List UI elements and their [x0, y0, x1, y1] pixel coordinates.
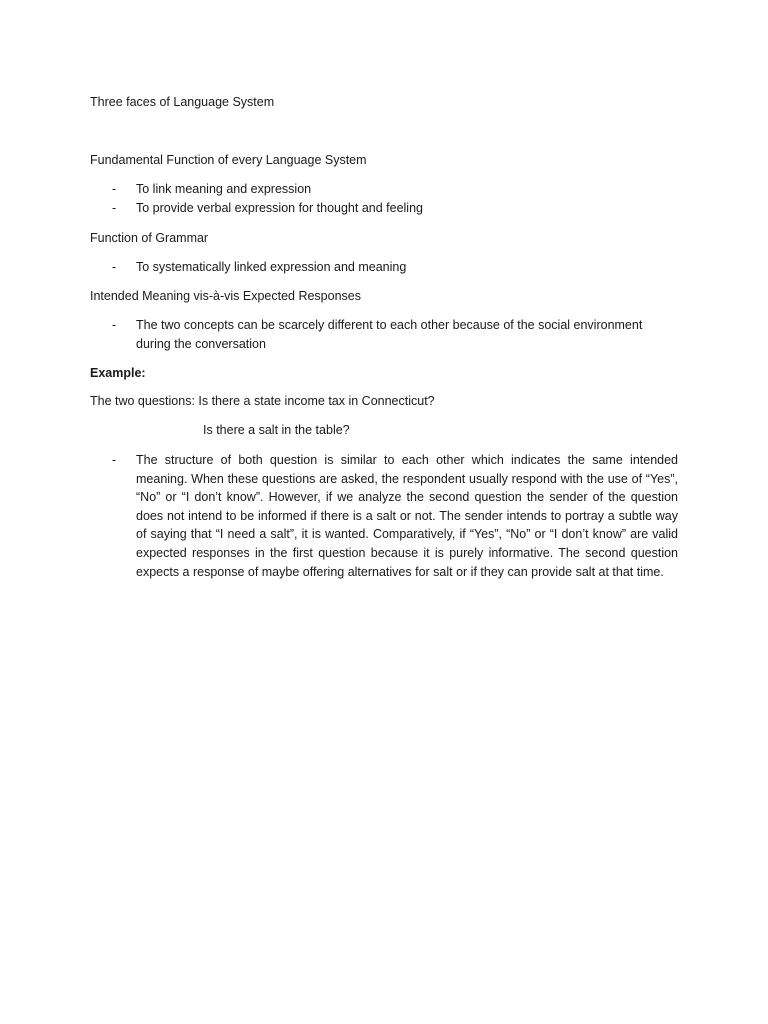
example-paragraph: The structure of both question is similar to each other which indicates the same intended meaning. When these questions are asked, the respondent usually respond with the use of “Yes”, “No” or “I don’t know”. However, if we analyze the second question the sender of the question does not intend to be informed if there is a salt or not. The sender intends to portray a subtle way of saying that “I need a salt”, it is wanted. Comparatively, if “Yes”, “No” or “I don’t know” are valid expected responses in the first question because it is purely informative. The second question expects a response of maybe offering alternatives for salt or if they can provide salt at that time.: [136, 453, 678, 579]
list-item-text: To link meaning and expression: [136, 182, 312, 196]
list-item: [90, 316, 678, 353]
list-item-text: To systematically linked expression and meaning: [136, 260, 407, 274]
document-title: Three faces of Language System: [90, 95, 275, 109]
list-item-text: To provide verbal expression for thought and feeling: [136, 201, 423, 215]
bullet-dash: -: [112, 182, 117, 196]
list-item: [90, 199, 678, 218]
bullet-dash: -: [112, 318, 117, 332]
example-question-2: Is there a salt in the table?: [203, 423, 350, 437]
example-question-1: The two questions: Is there a state income tax in Connecticut?: [90, 394, 435, 408]
list-item: [90, 180, 678, 199]
section-heading-fundamental-function: Fundamental Function of every Language System: [90, 153, 367, 167]
bullet-dash: -: [112, 260, 117, 274]
section-heading-intended-meaning: Intended Meaning vis-à-vis Expected Responses: [90, 289, 361, 303]
list-item: [90, 451, 678, 581]
example-label: Example:: [90, 366, 146, 380]
bullet-dash: -: [112, 201, 117, 215]
list-item-text: The two concepts can be scarcely different to each other because of the social environment during the conversation: [136, 318, 643, 351]
bullet-dash: -: [112, 453, 117, 467]
section-heading-function-of-grammar: Function of Grammar: [90, 231, 209, 245]
list-item: [90, 258, 678, 277]
